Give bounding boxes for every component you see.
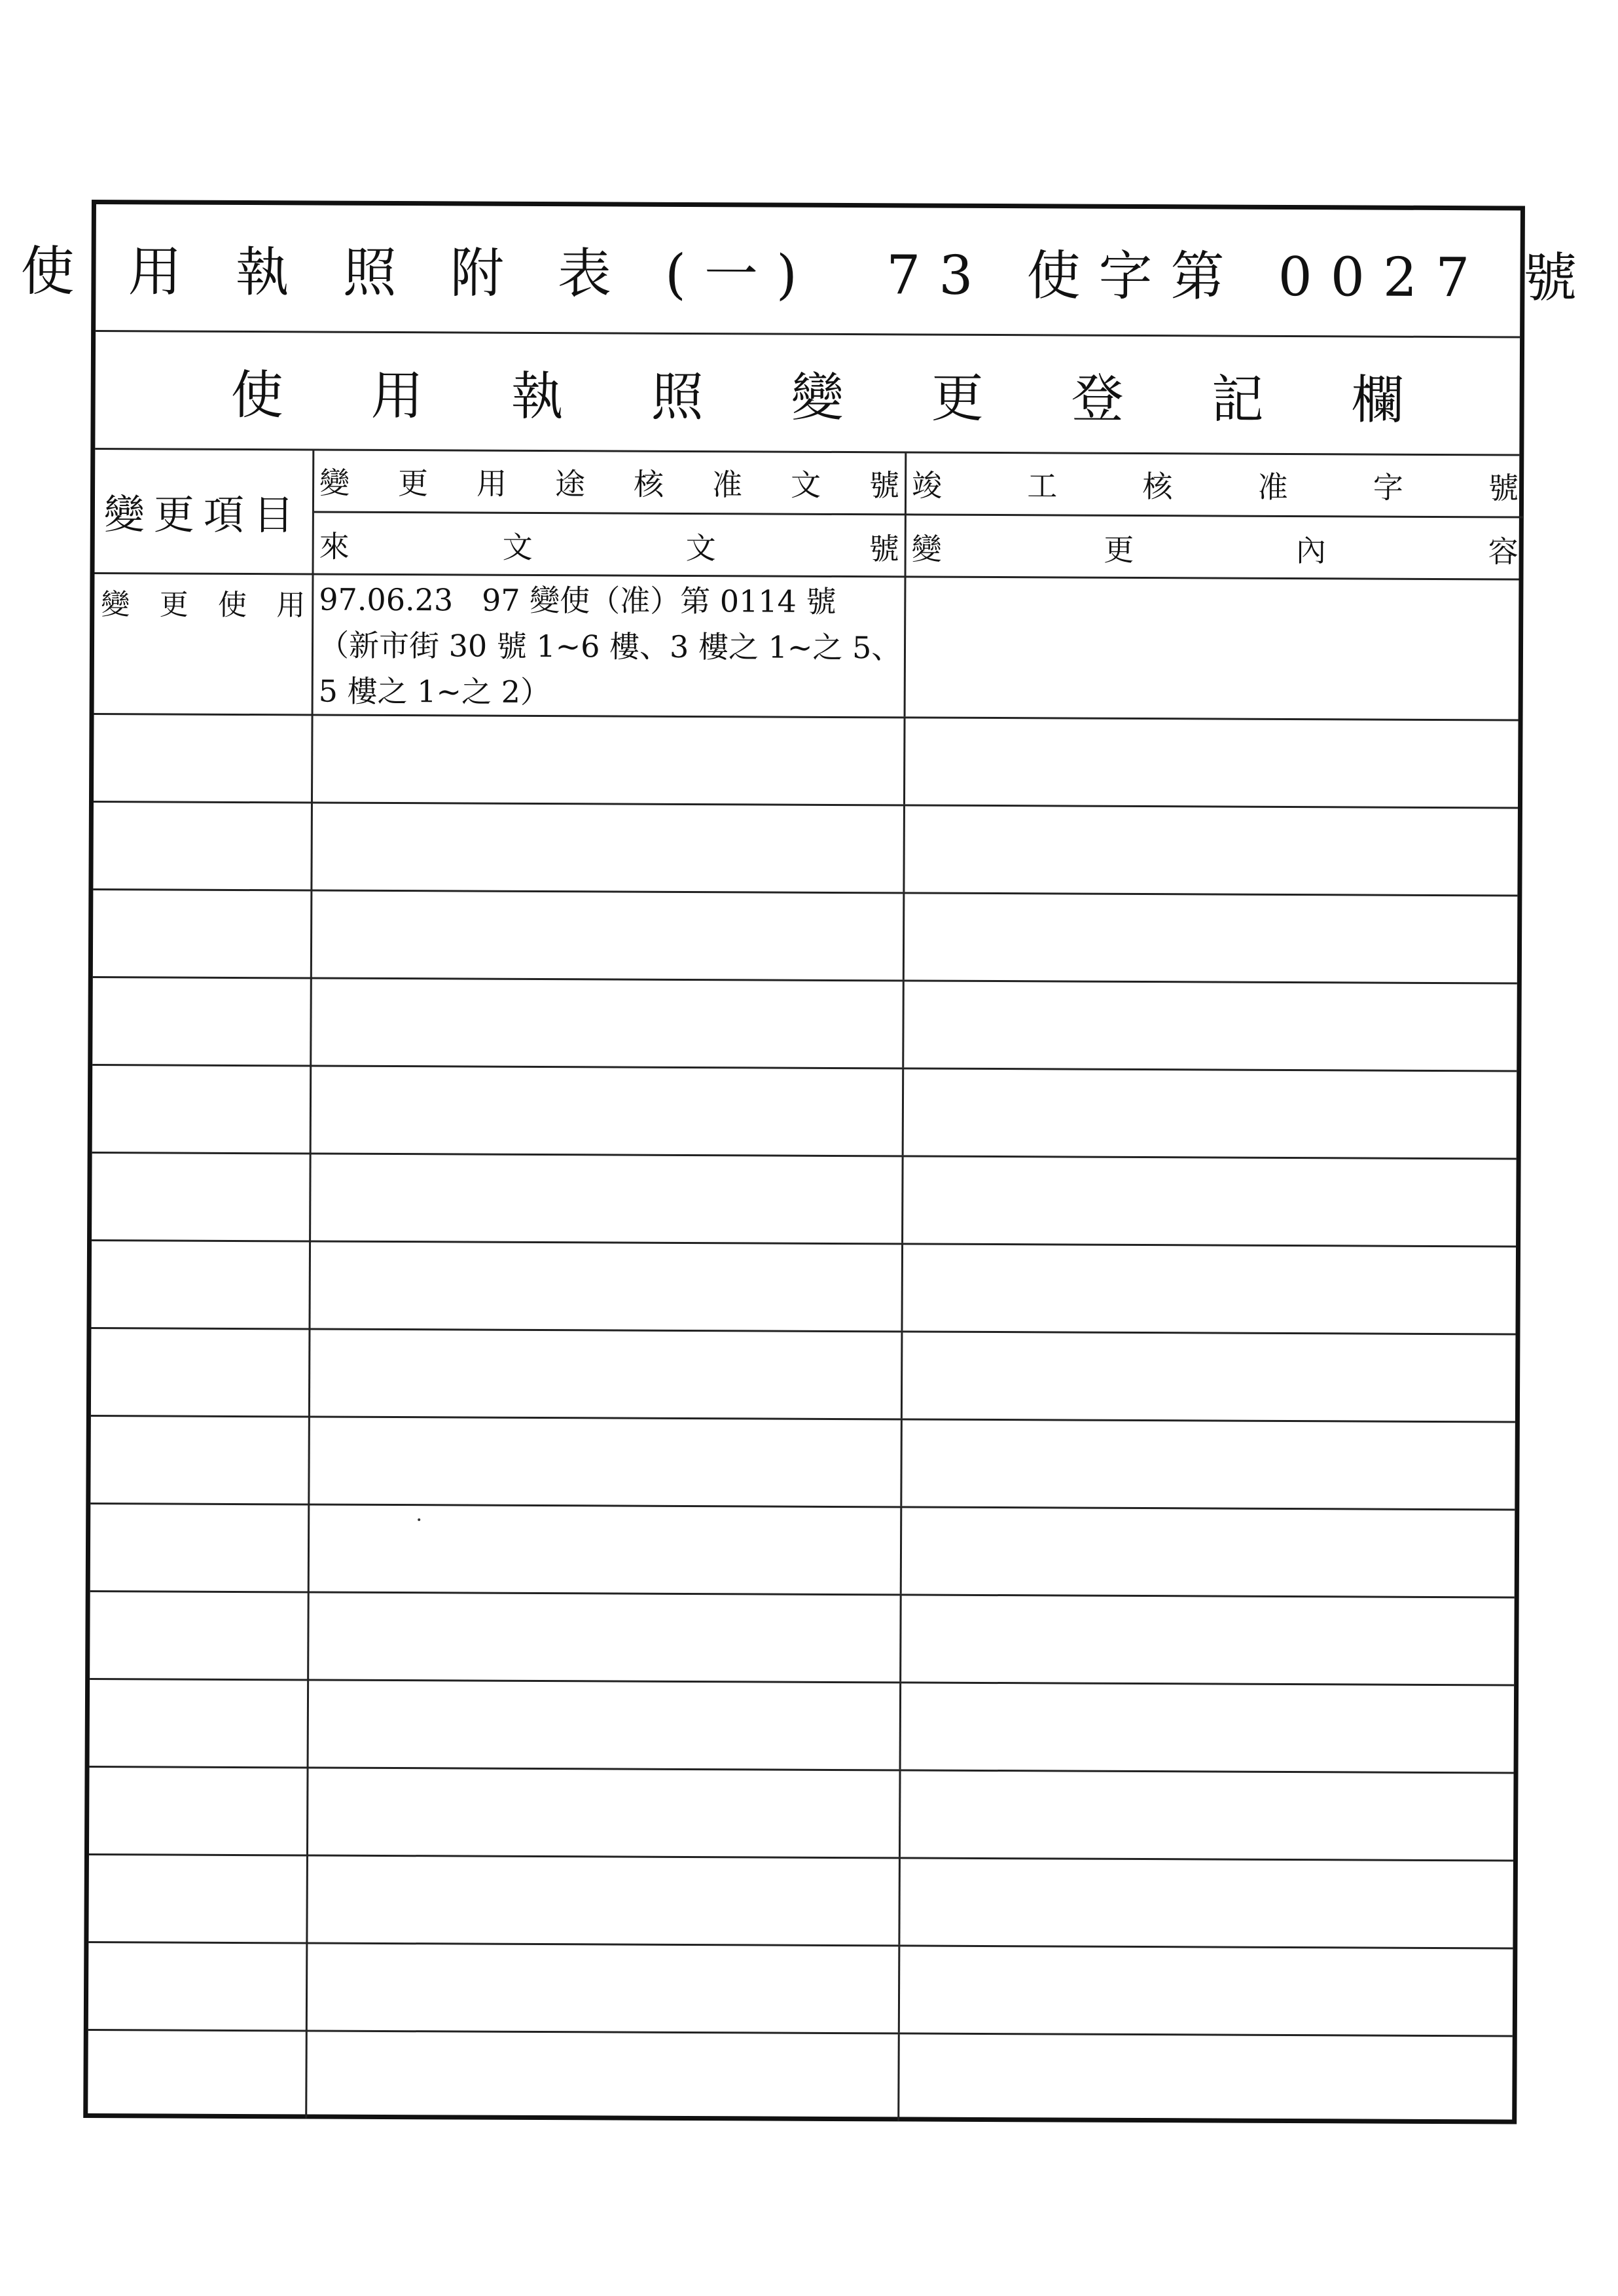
subtitle-char: 登	[1071, 368, 1124, 429]
change-item-cell	[94, 715, 314, 801]
change-content-cell	[901, 1683, 1519, 1772]
header-change-item: 變更項目	[95, 450, 315, 573]
change-content-cell	[905, 718, 1523, 807]
change-content-cell	[906, 577, 1524, 719]
subtitle-char: 欄	[1351, 369, 1404, 431]
change-content-cell	[902, 1420, 1520, 1508]
header-approval-doc-no: 變 更 用 途 核 准 文 號	[314, 450, 907, 515]
change-item-cell	[91, 1241, 311, 1328]
form-title: 使 用 執 照 附 表 (一) 73 使字第 0027 號	[20, 240, 1596, 310]
entry-line: 97.06.23 97 變使（准）第 0114 號	[319, 581, 836, 619]
doc-number-cell	[312, 979, 905, 1067]
doc-number-cell	[310, 1242, 903, 1330]
table-row	[89, 1768, 1514, 1861]
doc-number-cell	[308, 1944, 901, 2032]
table-row	[88, 1855, 1513, 1949]
change-content-cell	[900, 1859, 1518, 1947]
change-item-cell	[89, 1768, 309, 1854]
doc-number-cell	[310, 1505, 903, 1594]
doc-number-cell	[312, 891, 905, 979]
change-content-cell	[902, 1508, 1520, 1596]
doc-number-cell	[308, 1856, 901, 1944]
change-item-cell	[92, 1154, 312, 1240]
doc-number-cell	[309, 1593, 902, 1681]
change-item-cell	[88, 1943, 308, 2030]
table-row	[88, 1943, 1513, 2037]
table-row	[93, 890, 1518, 984]
table-row	[90, 1592, 1515, 1686]
change-item-cell	[90, 1592, 310, 1679]
change-item-cell	[92, 978, 312, 1065]
change-item-cell	[93, 803, 313, 889]
table-row	[90, 1680, 1515, 1774]
subtitle-char: 用	[370, 365, 423, 427]
subtitle-char: 記	[1211, 369, 1264, 430]
subtitle-char: 執	[511, 365, 564, 428]
table-header	[95, 450, 1520, 580]
header-completion-approval-no: 竣 工 核 准 字 號	[907, 453, 1524, 518]
change-content-cell	[904, 981, 1522, 1070]
license-form	[20, 200, 1596, 2124]
header-incoming-doc-no: 來 文 文 號	[314, 513, 907, 577]
table-row	[90, 1417, 1515, 1510]
doc-number-cell	[312, 1066, 905, 1155]
subtitle-char: 更	[931, 367, 984, 429]
change-content-cell	[905, 806, 1522, 894]
entry-line: （新市街 30 號 1~6 樓、3 樓之 1~之 5、	[318, 627, 902, 666]
change-item-cell: 變 更 使 用	[94, 574, 314, 714]
change-item-cell	[91, 1329, 311, 1415]
doc-number-cell	[310, 1330, 903, 1418]
change-item-cell	[90, 1417, 310, 1503]
doc-number-cell	[311, 1154, 904, 1243]
doc-number-cell	[313, 716, 906, 804]
table-row	[91, 1241, 1516, 1335]
change-content-cell	[905, 894, 1522, 982]
entry-line: 5 樓之 1~之 2）	[318, 673, 551, 710]
change-content-cell	[901, 1771, 1519, 1859]
change-content-cell	[901, 1595, 1519, 1684]
subtitle-char: 使	[230, 364, 283, 426]
doc-number-cell	[314, 575, 907, 716]
table-row	[91, 1329, 1516, 1423]
table-row	[90, 1504, 1515, 1598]
form-subtitle-row	[95, 332, 1520, 456]
change-item-cell	[90, 1504, 310, 1591]
doc-number-cell	[308, 1768, 901, 1857]
change-item-cell	[88, 2031, 308, 2118]
subtitle-char: 變	[791, 367, 844, 429]
table-row	[93, 803, 1518, 896]
doc-number-cell	[307, 2032, 900, 2121]
table-row	[92, 1154, 1517, 1247]
table-row	[94, 715, 1519, 809]
change-item-cell	[88, 1855, 308, 1942]
header-change-content: 變 更 內 容	[911, 530, 1519, 570]
change-content-cell	[904, 1069, 1522, 1157]
change-item-cell	[90, 1680, 310, 1766]
change-item-cell	[92, 1066, 312, 1152]
change-content-cell	[903, 1245, 1520, 1333]
table-row	[88, 2031, 1513, 2123]
change-content-cell	[900, 1946, 1518, 2035]
change-item-cell	[93, 890, 313, 977]
doc-number-cell	[310, 1417, 903, 1506]
table-body	[88, 574, 1519, 2123]
doc-number-cell	[312, 803, 905, 892]
table-row	[92, 978, 1517, 1072]
doc-number-cell	[309, 1681, 902, 1769]
table-row	[92, 1066, 1517, 1159]
form-title-row	[20, 204, 1596, 338]
change-content-cell	[903, 1157, 1521, 1245]
change-content-cell	[903, 1332, 1520, 1421]
change-content-cell	[899, 2034, 1517, 2123]
table-row	[94, 574, 1519, 721]
subtitle-char: 照	[651, 366, 704, 428]
scan-speck	[418, 1518, 420, 1521]
